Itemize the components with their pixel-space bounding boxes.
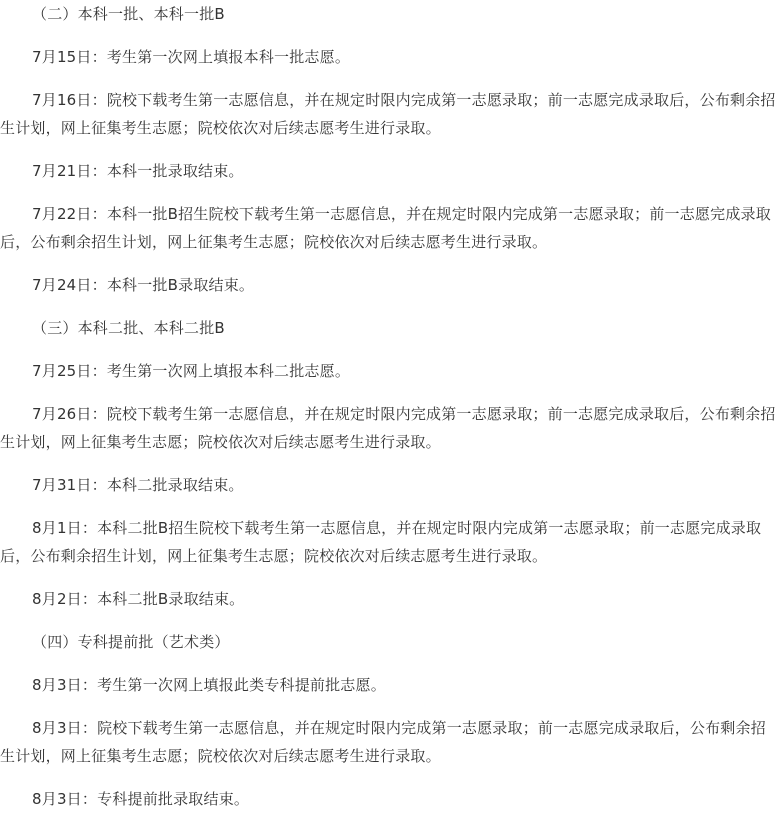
schedule-item: 8月3日：考生第一次网上填报此类专科提前批志愿。 (32, 676, 386, 694)
schedule-item: 8月3日：专科提前批录取结束。 (32, 790, 250, 808)
schedule-item: 7月22日：本科一批B招生院校下载考生第一志愿信息，并在规定时限内完成第一志愿录取；前一志愿完成录取后，公布剩余招生计划，网上征集考生志愿；院校依次对后续志愿考生进行录取。 (0, 205, 771, 251)
schedule-item: 8月2日：本科二批B录取结束。 (32, 590, 245, 608)
schedule-item: 7月31日：本科二批录取结束。 (32, 476, 244, 494)
schedule-item: 7月26日：院校下载考生第一志愿信息，并在规定时限内完成第一志愿录取；前一志愿完成录取后，公布剩余招生计划，网上征集考生志愿；院校依次对后续志愿考生进行录取。 (0, 405, 776, 451)
schedule-item: 7月16日：院校下载考生第一志愿信息，并在规定时限内完成第一志愿录取；前一志愿完成录取后，公布剩余招生计划，网上征集考生志愿；院校依次对后续志愿考生进行录取。 (0, 91, 776, 137)
section-heading-batch-2: （三）本科二批、本科二批B (32, 319, 225, 337)
section-heading-vocational-art: （四）专科提前批（艺术类） (32, 633, 230, 651)
schedule-item: 7月25日：考生第一次网上填报本科二批志愿。 (32, 362, 351, 380)
schedule-item: 7月15日：考生第一次网上填报本科一批志愿。 (32, 48, 351, 66)
schedule-item: 7月24日：本科一批B录取结束。 (32, 276, 255, 294)
schedule-item: 8月3日：院校下载考生第一志愿信息，并在规定时限内完成第一志愿录取；前一志愿完成录取后，公布剩余招生计划，网上征集考生志愿；院校依次对后续志愿考生进行录取。 (0, 719, 766, 765)
schedule-item: 7月21日：本科一批录取结束。 (32, 162, 244, 180)
schedule-item: 8月1日：本科二批B招生院校下载考生第一志愿信息，并在规定时限内完成第一志愿录取；前一志愿完成录取后，公布剩余招生计划，网上征集考生志愿；院校依次对后续志愿考生进行录取。 (0, 519, 762, 565)
section-heading-batch-1: （二）本科一批、本科一批B (32, 5, 225, 23)
